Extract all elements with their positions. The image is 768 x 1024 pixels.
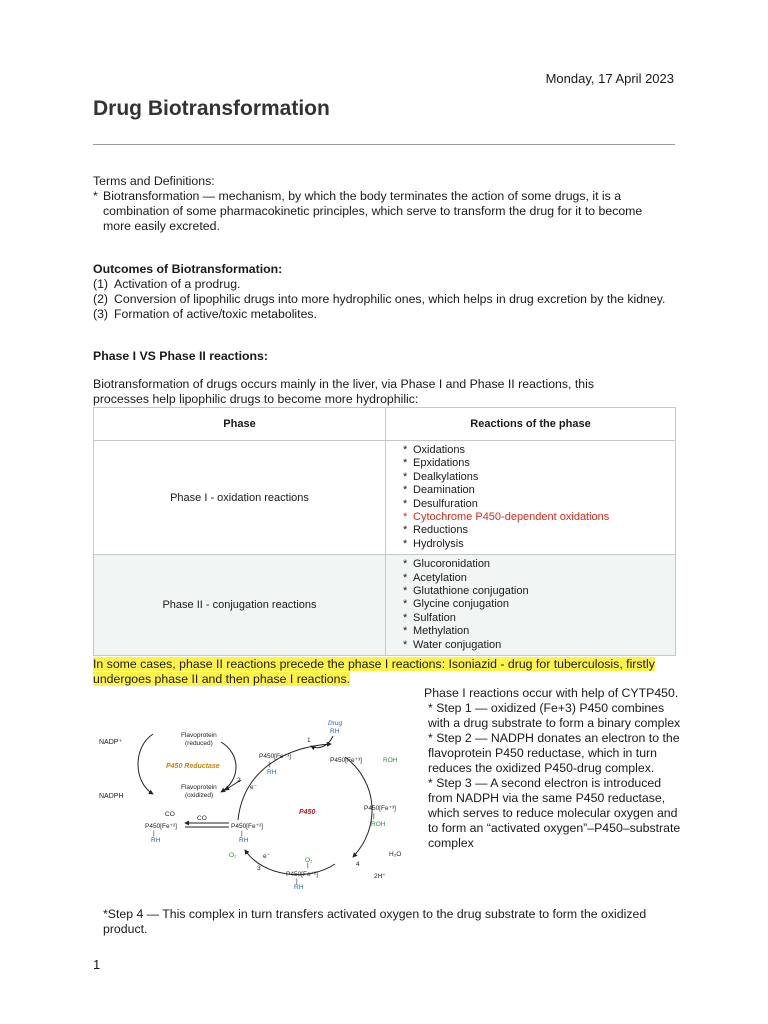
bar: | bbox=[269, 761, 271, 768]
cycle-step: * Step 2 — NADPH donates an electron to the flavoprotein P450 reductase, which in turn reduces the oxidized P450-drug complex. bbox=[428, 731, 680, 775]
outcomes-section bbox=[93, 262, 673, 322]
reaction-item: * Oxidations bbox=[403, 444, 465, 456]
terms-heading: Terms and Definitions: bbox=[93, 174, 215, 188]
outcome-text: Activation of a prodrug. bbox=[114, 277, 241, 291]
p450-fe3-roh-label: P450[Fe⁺³] bbox=[364, 805, 396, 812]
outcome-item bbox=[93, 292, 673, 307]
flavo-reduced-line1: Flavoprotein bbox=[181, 732, 217, 739]
cycle-intro: Phase I reactions occur with help of CYTP450. bbox=[424, 686, 679, 700]
outcome-text: Formation of active/toxic metabolites. bbox=[114, 307, 317, 321]
drug-label: Drug bbox=[328, 720, 343, 727]
bullet: * bbox=[93, 189, 98, 203]
phase-table bbox=[93, 407, 676, 656]
p450-cycle-diagram bbox=[93, 712, 418, 890]
reactions-cell bbox=[386, 441, 676, 555]
flavo-reduced-line2: (reduced) bbox=[185, 740, 213, 747]
step-3-number: 3 bbox=[257, 865, 261, 872]
nadph-label: NADPH bbox=[99, 793, 124, 800]
phase-cell: Phase I - oxidation reactions bbox=[94, 441, 386, 555]
page-number: 1 bbox=[93, 957, 101, 972]
reactions-cell bbox=[386, 555, 676, 656]
step-2-number: 2 bbox=[237, 777, 241, 784]
outcome-number: (3) bbox=[93, 307, 109, 321]
p450-center-label: P450 bbox=[299, 809, 316, 816]
rh-label: RH bbox=[151, 837, 161, 844]
reaction-item: * Hydrolysis bbox=[403, 537, 464, 550]
outcome-item bbox=[93, 277, 673, 292]
outcomes-heading: Outcomes of Biotransformation: bbox=[93, 262, 283, 276]
reductase-label: P450 Reductase bbox=[166, 763, 220, 770]
roh-out-label: ROH bbox=[383, 757, 398, 764]
terms-item bbox=[93, 189, 668, 234]
co-arrow-label: CO bbox=[197, 815, 207, 822]
phases-intro: Biotransformation of drugs occurs mainly in the liver, via Phase I and Phase II reactions, this processes help lipophilic drugs to become more hydrophilic: bbox=[93, 377, 595, 406]
flavo-oxidized-line2: (oxidized) bbox=[185, 792, 214, 799]
highlight-note bbox=[93, 657, 683, 687]
terms-item-text: Biotransformation — mechanism, by which the body terminates the action of some drugs, it is a combination of some pharmacokinetic principles, which serve to transform the drug for it to become more easily excreted. bbox=[103, 189, 643, 233]
reaction-item: * Glycine conjugation bbox=[403, 598, 510, 611]
table-header-row bbox=[94, 408, 676, 441]
reaction-item: * Glucoronidation bbox=[403, 558, 491, 571]
column-header-phase: Phase bbox=[94, 408, 386, 441]
two-h-label: 2H⁺ bbox=[374, 873, 386, 880]
reaction-item: * Reductions bbox=[403, 524, 469, 537]
o2-left-label: O₂ bbox=[229, 852, 237, 859]
reaction-item: * Glutathione conjugation bbox=[403, 585, 529, 598]
date: Monday, 17 April 2023 bbox=[545, 71, 674, 86]
p450-fe3-label: P450[Fe⁺³] bbox=[330, 757, 362, 764]
electron-label: e⁻ bbox=[250, 784, 258, 791]
bar: | bbox=[296, 878, 298, 885]
cycle-step-4: *Step 4 — This complex in turn transfers activated oxygen to the drug substrate to form the oxidized product. bbox=[103, 907, 647, 936]
cycle-step: * Step 1 — oxidized (Fe+3) P450 combines with a drug substrate to form a binary complex bbox=[428, 701, 681, 730]
electron-label: e⁻ bbox=[263, 853, 271, 860]
reaction-item: * Methylation bbox=[403, 625, 470, 638]
outcome-number: (2) bbox=[93, 292, 109, 306]
highlighted-text: In some cases, phase II reactions precede the phase I reactions: Isoniazid - drug for tuberculosis, firstly undergoes phase II and then phase I reactions. bbox=[93, 657, 655, 686]
title-divider bbox=[93, 144, 675, 145]
outcome-text: Conversion of lipophilic drugs into more hydrophilic ones, which helps in drug excretion by the kidney. bbox=[114, 292, 666, 306]
co-label: CO bbox=[165, 811, 175, 818]
roh-label: ROH bbox=[371, 821, 386, 828]
o2-label: O₂ bbox=[305, 857, 313, 864]
table-row bbox=[94, 555, 676, 656]
bar: | bbox=[153, 830, 155, 837]
bar: | bbox=[373, 813, 375, 820]
p450-fe3-rh-label: P450[Fe⁺³] bbox=[259, 753, 291, 760]
terms-section bbox=[93, 174, 668, 234]
p450-fe2-o2-label: P450[Fe⁺²] bbox=[286, 871, 318, 878]
column-header-reactions: Reactions of the phase bbox=[386, 408, 676, 441]
step-4-number: 4 bbox=[356, 861, 360, 868]
reaction-item-highlighted: * Cytochrome P450-dependent oxidations bbox=[403, 511, 610, 524]
rh-label: RH bbox=[294, 884, 304, 890]
reaction-item: * Epxidations bbox=[403, 457, 470, 470]
step-1-number: 1 bbox=[307, 737, 311, 744]
outcome-number: (1) bbox=[93, 277, 109, 291]
drug-rh-label: RH bbox=[330, 728, 340, 735]
bar: | bbox=[307, 862, 309, 869]
nadp-arc bbox=[138, 734, 153, 794]
reaction-item: * Sulfation bbox=[403, 611, 456, 624]
p450-fe2-label: P450[Fe⁺²] bbox=[231, 823, 263, 830]
reaction-item: * Acetylation bbox=[403, 571, 467, 584]
p450-fe2-co-label: P450[Fe⁺²] bbox=[145, 823, 177, 830]
cycle-step: * Step 3 — A second electron is introduced from NADPH via the same P450 reductase, which serves to reduce molecular oxygen and to form an “activated oxygen”–P450–substrate complex bbox=[428, 776, 681, 850]
rh-label: RH bbox=[267, 769, 277, 776]
phase-cell: Phase II - conjugation reactions bbox=[94, 555, 386, 656]
reaction-item: * Water conjugation bbox=[403, 638, 502, 651]
phases-heading: Phase I VS Phase II reactions: bbox=[93, 349, 268, 363]
page-title: Drug Biotransformation bbox=[93, 97, 330, 120]
bar: | bbox=[241, 830, 243, 837]
h2o-label: H₂O bbox=[389, 851, 402, 858]
table-row bbox=[94, 441, 676, 555]
reaction-item: * Dealkylations bbox=[403, 470, 479, 483]
reaction-item: * Deamination bbox=[403, 484, 475, 497]
nadp-label: NADP⁺ bbox=[99, 739, 123, 746]
reaction-item: * Desulfuration bbox=[403, 497, 478, 510]
outcome-item bbox=[93, 307, 673, 322]
rh-label: RH bbox=[239, 837, 249, 844]
flavo-oxidized-line1: Flavoprotein bbox=[181, 784, 217, 791]
cycle-steps bbox=[424, 686, 684, 851]
